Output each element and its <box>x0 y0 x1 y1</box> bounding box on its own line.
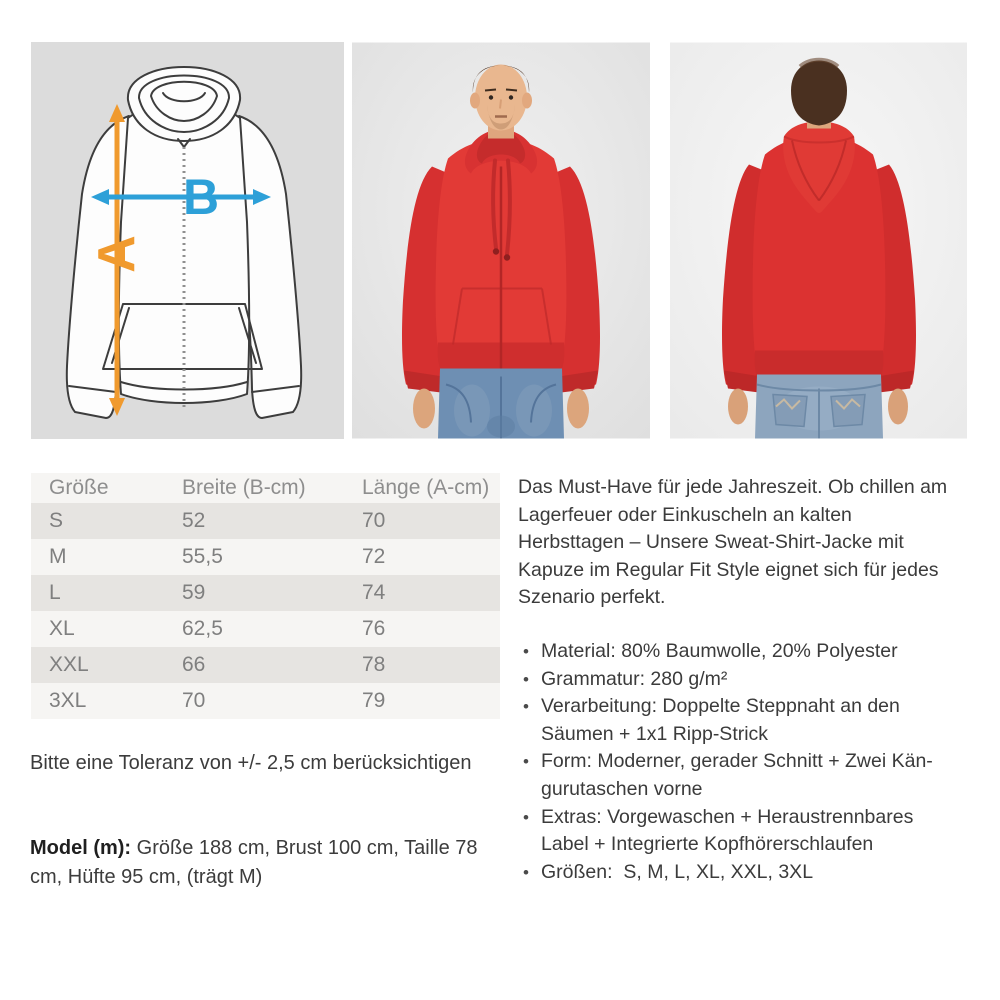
size-cell: L <box>49 581 61 604</box>
right-hand <box>888 389 908 425</box>
left-hand <box>413 389 435 429</box>
back-photo-panel <box>670 42 967 439</box>
length-label: A <box>88 235 146 273</box>
length-cell: 78 <box>362 653 386 676</box>
width-cell: 52 <box>182 509 206 532</box>
column-header-size: Größe <box>31 473 164 503</box>
size-cell: S <box>49 509 64 532</box>
size-cell: 3XL <box>49 689 87 712</box>
model-back-photo <box>670 42 967 439</box>
size-table-body <box>31 503 500 719</box>
feature-list <box>518 638 954 886</box>
size-table-row <box>31 575 500 611</box>
front-photo-panel <box>352 42 650 439</box>
size-diagram-panel <box>31 42 344 439</box>
right-hand <box>567 389 589 429</box>
column-header-length: Länge (A-cm) <box>344 473 500 503</box>
feature-item: • Form: Moderner, gerader Schnitt + Zwei Kängurutaschen vorne <box>518 748 954 803</box>
feature-item: • Grammatur: 280 g/m² <box>518 666 954 694</box>
size-cell: XL <box>49 617 75 640</box>
size-cell: XXL <box>49 653 89 676</box>
size-table-row <box>31 611 500 647</box>
description-intro: Das Must-Have für jede Jahreszeit. Ob chillen am Lagerfeuer oder Einkuscheln an kalten Herbsttagen – Unsere Sweat-Shirt-Jacke mit Kapuze im Regular Fit Style eignet sich für jedes Szenario perfekt. <box>518 476 948 609</box>
size-table-row <box>31 647 500 683</box>
size-cell: M <box>49 545 67 568</box>
length-cell: 72 <box>362 545 386 568</box>
length-cell: 76 <box>362 617 386 640</box>
width-cell: 70 <box>182 689 206 712</box>
feature-item: • Größen: S, M, L, XL, XXL, 3XL <box>518 859 954 887</box>
model-info-label: Model (m): <box>30 837 132 859</box>
model-info-text: Größe 188 cm, Brust 100 cm, Taille 78 cm, Hüfte 95 cm, (trägt M) <box>30 837 478 888</box>
back-of-head <box>791 60 847 126</box>
size-table-row <box>31 683 500 719</box>
width-cell: 59 <box>182 581 206 604</box>
length-cell: 74 <box>362 581 386 604</box>
product-description <box>518 474 954 886</box>
size-table-row <box>31 539 500 575</box>
tolerance-note: Bitte eine Toleranz von +/- 2,5 cm berücksichtigen <box>30 752 472 774</box>
size-table-row <box>31 503 500 539</box>
jeans <box>755 375 883 439</box>
model-front-photo <box>352 42 650 439</box>
hoodie-measurement-diagram <box>31 42 344 439</box>
feature-item: • Material: 80% Baumwolle, 20% Polyester <box>518 638 954 666</box>
width-cell: 55,5 <box>182 545 223 568</box>
size-table <box>31 473 500 719</box>
column-header-width: Breite (B-cm) <box>164 473 344 503</box>
left-hand <box>728 389 748 425</box>
length-cell: 79 <box>362 689 386 712</box>
size-table-header-row <box>31 473 500 503</box>
width-cell: 62,5 <box>182 617 223 640</box>
feature-item: • Extras: Vorgewaschen + Heraustrennbares Label + Integrierte Kopfhörerschlaufen <box>518 804 954 859</box>
jeans <box>438 369 564 439</box>
feature-item: • Verarbeitung: Doppelte Steppnaht an den Säumen + 1x1 Ripp-Strick <box>518 693 954 748</box>
width-cell: 66 <box>182 653 206 676</box>
length-cell: 70 <box>362 509 386 532</box>
width-label: B <box>182 169 220 225</box>
model-info <box>30 834 500 892</box>
